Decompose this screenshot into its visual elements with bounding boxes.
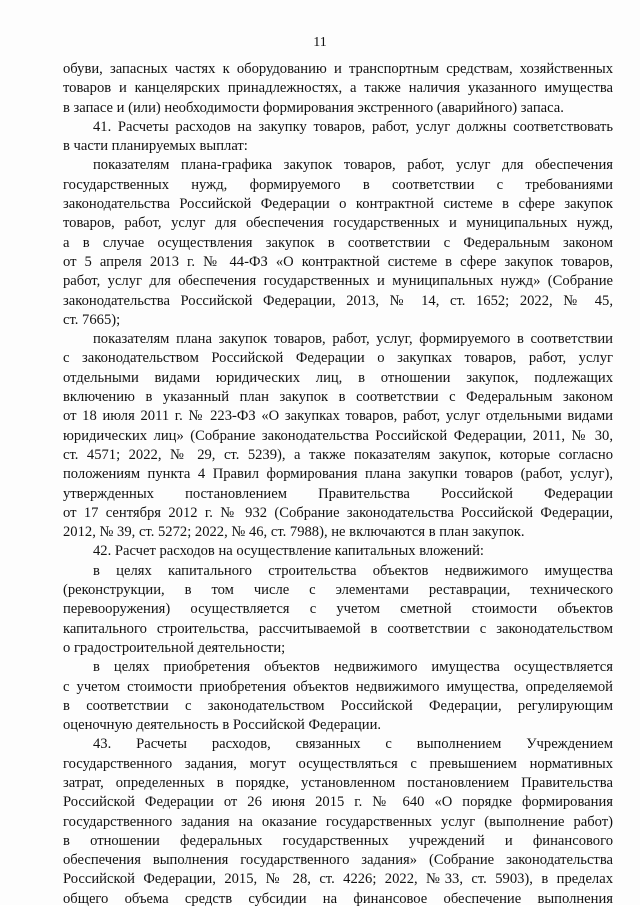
text-line: законодательства Российской Федерации о контрактной системе в сфере закупок (63, 196, 613, 213)
text-line: в соответствии с законодательством Российской Федерации, регулирующим (63, 697, 613, 714)
text-line: в запасе и (или) необходимости формирования экстренного (аварийного) запаса. (63, 99, 564, 116)
text-line: ст. 7665); (63, 311, 121, 328)
text-line: утвержденных постановлением Правительства Российской Федерации (63, 485, 613, 502)
text-line: юридических лиц» (Собрание законодательства Российской Федерации, 2011, № 30, (63, 427, 613, 444)
text-line: Российской Федерации, 2015, № 28, ст. 4226; 2022, №33, ст. 5903), в пределах (63, 871, 613, 888)
text-line: ст. 4571; 2022, № 29, ст. 5239), а также показателям закупок, которые согласно (63, 446, 613, 463)
text-line: показателям плана-графика закупок товаров, работ, услуг для обеспечения (93, 157, 613, 174)
text-line: с учетом стоимости приобретения объектов недвижимого имущества, определяемой (63, 678, 613, 695)
text-line: 41. Расчеты расходов на закупку товаров, работ, услуг должны соответствовать (93, 118, 613, 135)
text-line: капитального строительства, рассчитываемой в соответствии с законодательством (63, 620, 613, 637)
text-line: включению в указанный план закупок в соответствии с Федеральным законом (63, 389, 613, 406)
text-line: от 17 сентября 2012 г. № 932 (Собрание законодательства Российской Федерации, (63, 504, 613, 521)
text-line: в отношении федеральных государственных учреждений и финансового (63, 832, 613, 849)
text-line: государственного задания, могут осуществляться с превышением нормативных (63, 755, 613, 772)
text-line: (реконструкции, в том числе с элементами реставрации, технического (63, 582, 613, 599)
text-line: затрат, определенных в порядке, установленном постановлением Правительства (63, 774, 613, 791)
text-line: в части планируемых выплат: (63, 138, 248, 155)
text-line: государственного задания на оказание государственных услуг (выполнение работ) (63, 813, 613, 830)
text-line: от 5 апреля 2013 г. № 44-ФЗ «О контрактной системе в сфере закупок товаров, (63, 253, 613, 270)
text-line: Российской Федерации от 26 июня 2015 г. № 640 «О порядке формирования (63, 794, 613, 811)
text-line: 43. Расчеты расходов, связанных с выполнением Учреждением (93, 736, 613, 753)
text-line: государственных нужд, формируемого в соответствии с требованиями (63, 176, 613, 193)
text-line: товаров и канцелярских принадлежностях, а также наличия указанного имущества (63, 80, 613, 97)
text-line: товаров, работ, услуг для обеспечения государственных и муниципальных нужд, (63, 215, 613, 232)
text-line: показателям плана закупок товаров, работ, услуг, формируемого в соответствии (93, 331, 613, 348)
text-line: о градостроительной деятельности; (63, 639, 286, 656)
page-number: 11 (313, 35, 327, 50)
text-line: отдельными видами юридических лиц, в отношении закупок, подлежащих (63, 369, 613, 386)
text-line: законодательства Российской Федерации, 2013, № 14, ст. 1652; 2022, № 45, (63, 292, 613, 309)
text-line: 2012, № 39, ст. 5272; 2022, № 46, ст. 7988), не включаются в план закупок. (63, 524, 525, 541)
text-line: в целях приобретения объектов недвижимого имущества осуществляется (93, 659, 613, 676)
text-line: с законодательством Российской Федерации о закупках товаров, работ, услуг (63, 350, 613, 367)
text-line: 42. Расчет расходов на осуществление капитальных вложений: (93, 543, 484, 560)
document-body (63, 60, 613, 909)
text-line: положениям пункта 4 Правил формирования плана закупки товаров (работ, услуг), (63, 466, 613, 483)
text-line: в целях капитального строительства объектов недвижимого имущества (93, 562, 613, 579)
text-line: перевооружения) осуществляется с учетом сметной стоимости объектов (63, 601, 613, 618)
text-line: а в случае осуществления закупок в соответствии с Федеральным законом (63, 234, 613, 251)
text-line: общего объема средств субсидии на финансовое обеспечение выполнения (63, 890, 613, 907)
text-line: обуви, запасных частях к оборудованию и транспортным средствам, хозяйственных (63, 61, 613, 77)
text-line: обеспечения выполнения государственного задания» (Собрание законодательства (63, 852, 613, 869)
text-line: от 18 июля 2011 г. № 223-ФЗ «О закупках товаров, работ, услуг отдельными видами (63, 408, 613, 425)
text-line: оценочную деятельность в Российской Федерации. (63, 717, 382, 734)
text-line: работ, услуг для обеспечения государственных и муниципальных нужд» (Собрание (63, 273, 613, 290)
